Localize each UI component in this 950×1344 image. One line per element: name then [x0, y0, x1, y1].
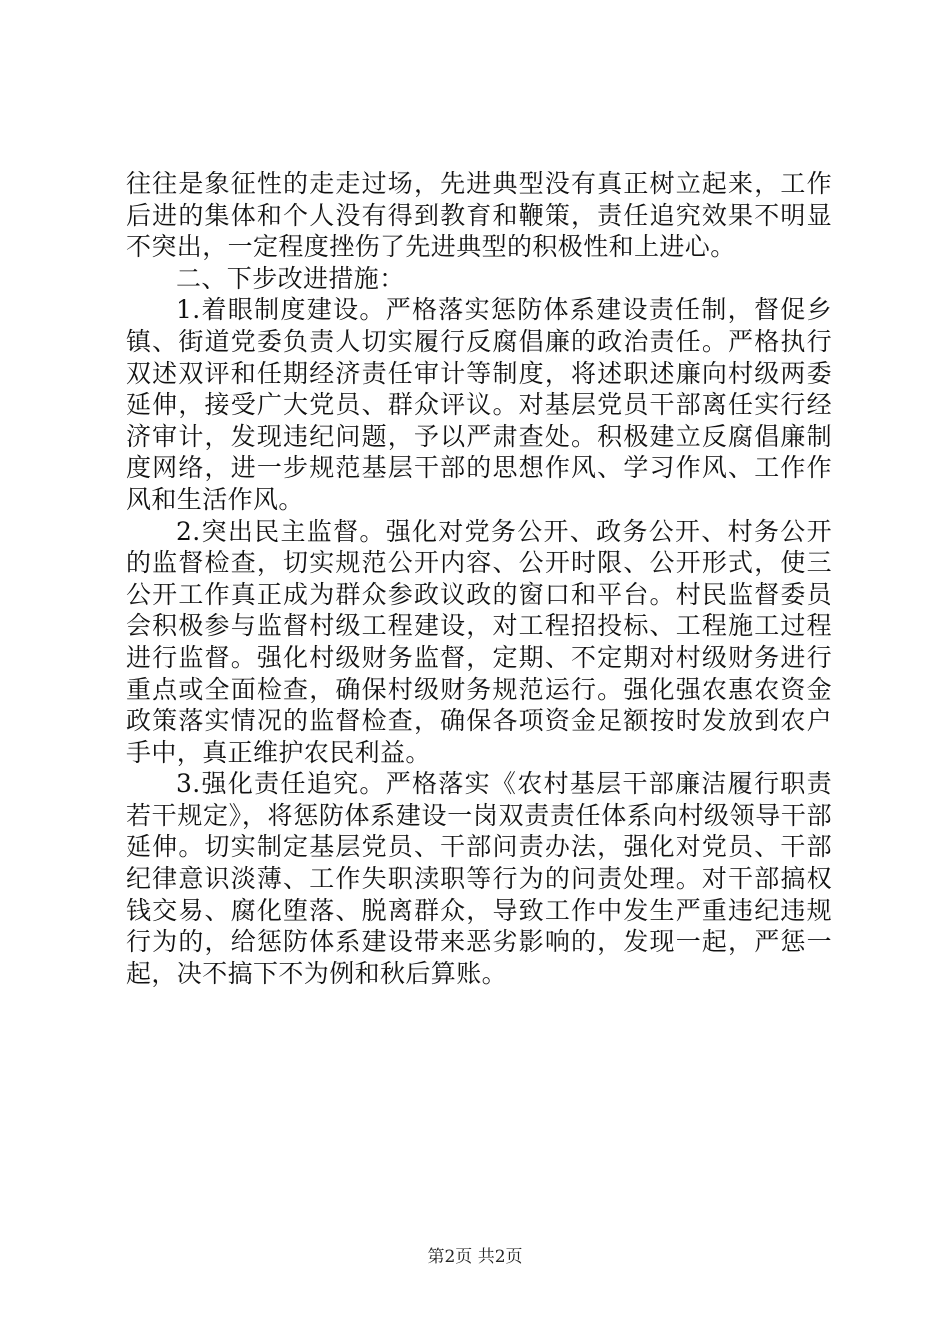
paragraph-item-2: 2.突出民主监督。强化对党务公开、政务公开、村务公开的监督检查，切实规范公开内容、公开时限、公开形式，使三公开工作真正成为群众参政议政的窗口和平台。村民监督委员会积极参与监督村级工程建设，对工程招投标、工程施工过程进行监督。强化村级财务监督，定期、不定期对村级财务进行重点或全面检查，确保村级财务规范运行。强化强农惠农资金政策落实情况的监督检查，确保各项资金足额按时发放到农户手中，真正维护农民利益。 — [126, 516, 832, 767]
document-body — [126, 168, 832, 989]
page-footer: 第2页 共2页 — [427, 1247, 523, 1267]
paragraph-item-3: 3.强化责任追究。严格落实《农村基层干部廉洁履行职责若干规定》，将惩防体系建设一岗双责责任体系向村级领导干部延伸。切实制定基层党员、干部问责办法，强化对党员、干部纪律意识淡薄、工作失职渎职等行为的问责处理。对干部搞权钱交易、腐化堕落、脱离群众，导致工作中发生严重违纪违规行为的，给惩防体系建设带来恶劣影响的，发现一起，严惩一起，决不搞下不为例和秋后算账。 — [126, 769, 832, 988]
paragraph-continuation: 往往是象征性的走走过场，先进典型没有真正树立起来，工作后进的集体和个人没有得到教育和鞭策，责任追究效果不明显不突出，一定程度挫伤了先进典型的积极性和上进心。 — [126, 169, 832, 262]
paragraph-item-1: 1.着眼制度建设。严格落实惩防体系建设责任制，督促乡镇、街道党委负责人切实履行反腐倡廉的政治责任。严格执行双述双评和任期经济责任审计等制度，将述职述廉向村级两委延伸，接受广大党员、群众评议。对基层党员干部离任实行经济审计，发现违纪问题，予以严肃查处。积极建立反腐倡廉制度网络，进一步规范基层干部的思想作风、学习作风、工作作风和生活作风。 — [126, 295, 832, 514]
section-heading: 二、下步改进措施： — [176, 263, 405, 293]
